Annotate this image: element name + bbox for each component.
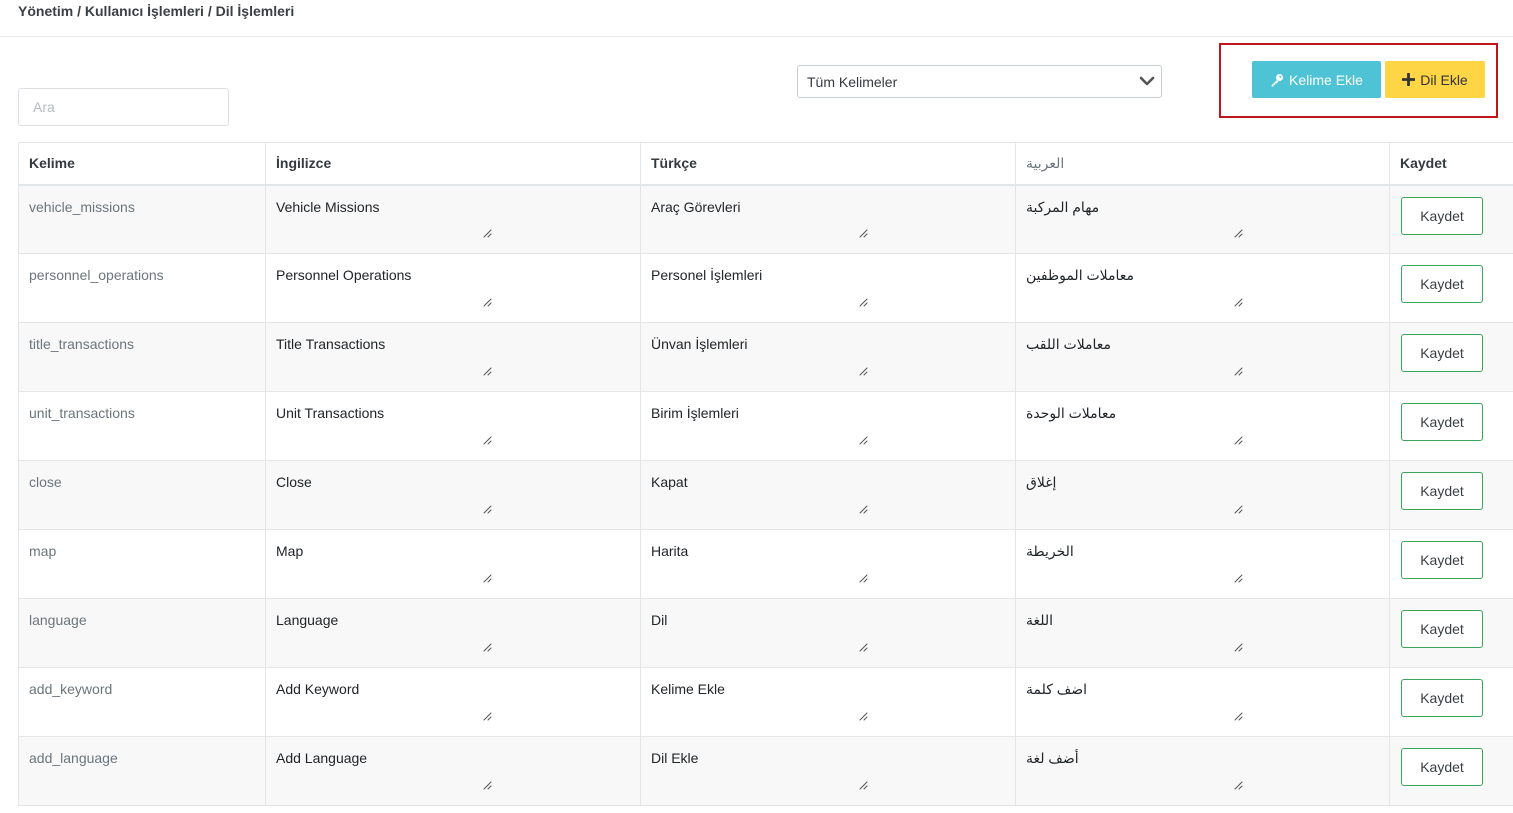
resize-handle-icon[interactable]	[1234, 643, 1243, 652]
arabic-value: معاملات اللقب	[1026, 336, 1112, 352]
resize-handle-icon[interactable]	[1234, 505, 1243, 514]
arabic-textarea[interactable]	[1016, 530, 1390, 599]
breadcrumb: Yönetim / Kullanıcı İşlemleri / Dil İşlemleri	[18, 3, 295, 19]
save-cell	[1390, 668, 1513, 737]
save-cell	[1390, 737, 1513, 806]
arabic-textarea[interactable]	[1016, 737, 1390, 806]
english-textarea[interactable]	[266, 599, 641, 668]
word-filter-select[interactable]	[797, 65, 1162, 98]
english-value: Map	[276, 543, 304, 559]
resize-handle-icon[interactable]	[483, 229, 492, 238]
resize-handle-icon[interactable]	[483, 298, 492, 307]
english-textarea[interactable]	[266, 668, 641, 737]
save-button[interactable]: Kaydet	[1401, 403, 1483, 441]
chevron-down-icon	[1139, 73, 1155, 89]
keyword-cell: vehicle_missions	[19, 185, 266, 254]
english-textarea[interactable]	[266, 323, 641, 392]
english-value: Language	[276, 612, 339, 628]
key-icon	[1270, 73, 1284, 87]
resize-handle-icon[interactable]	[483, 781, 492, 790]
keyword-cell: close	[19, 461, 266, 530]
table-row	[19, 323, 1513, 392]
resize-handle-icon[interactable]	[859, 712, 868, 721]
resize-handle-icon[interactable]	[859, 643, 868, 652]
keyword-cell: add_language	[19, 737, 266, 806]
turkish-value: Kelime Ekle	[651, 681, 725, 697]
table-row	[19, 254, 1513, 323]
english-value: Vehicle Missions	[276, 198, 380, 215]
turkish-textarea[interactable]	[641, 599, 1016, 668]
plus-icon	[1402, 73, 1415, 86]
resize-handle-icon[interactable]	[1234, 574, 1243, 583]
keyword-cell: title_transactions	[19, 323, 266, 392]
save-button[interactable]: Kaydet	[1401, 472, 1483, 510]
keyword-cell: add_keyword	[19, 668, 266, 737]
table-row	[19, 461, 1513, 530]
table-row	[19, 530, 1513, 599]
keyword-cell: language	[19, 599, 266, 668]
table-row	[19, 737, 1513, 806]
turkish-textarea[interactable]	[641, 185, 1016, 254]
turkish-value: Ünvan İşlemleri	[651, 336, 748, 352]
english-textarea[interactable]	[266, 185, 641, 254]
column-header-english: İngilizce	[266, 143, 641, 185]
keyword-cell: personnel_operations	[19, 254, 266, 323]
turkish-textarea[interactable]	[641, 530, 1016, 599]
resize-handle-icon[interactable]	[1234, 298, 1243, 307]
search-input[interactable]	[18, 88, 229, 126]
save-cell	[1390, 461, 1513, 530]
column-header-keyword: Kelime	[19, 143, 266, 185]
save-cell	[1390, 392, 1513, 461]
table-row	[19, 668, 1513, 737]
turkish-value: Dil	[651, 612, 668, 628]
save-button[interactable]: Kaydet	[1401, 748, 1483, 786]
header-divider	[0, 36, 1513, 37]
resize-handle-icon[interactable]	[483, 367, 492, 376]
save-button[interactable]: Kaydet	[1401, 197, 1483, 235]
arabic-textarea[interactable]	[1016, 461, 1390, 530]
resize-handle-icon[interactable]	[859, 436, 868, 445]
arabic-textarea[interactable]	[1016, 668, 1390, 737]
english-textarea[interactable]	[266, 737, 641, 806]
resize-handle-icon[interactable]	[483, 436, 492, 445]
save-cell	[1390, 530, 1513, 599]
add-keyword-label: Kelime Ekle	[1289, 71, 1363, 88]
save-cell	[1390, 254, 1513, 323]
resize-handle-icon[interactable]	[859, 574, 868, 583]
save-button[interactable]: Kaydet	[1401, 265, 1483, 303]
column-header-save: Kaydet	[1390, 143, 1513, 185]
column-header-arabic: العربية	[1016, 143, 1390, 185]
arabic-textarea[interactable]	[1016, 185, 1390, 254]
column-header-turkish: Türkçe	[641, 143, 1016, 185]
turkish-textarea[interactable]	[641, 737, 1016, 806]
resize-handle-icon[interactable]	[859, 781, 868, 790]
arabic-value: مهام المركبة	[1026, 198, 1100, 215]
arabic-textarea[interactable]	[1016, 323, 1390, 392]
add-keyword-button[interactable]	[1252, 61, 1381, 98]
table-row	[19, 599, 1513, 668]
turkish-textarea[interactable]	[641, 668, 1016, 737]
english-value: Add Language	[276, 750, 368, 766]
resize-handle-icon[interactable]	[1234, 229, 1243, 238]
turkish-value: Birim İşlemleri	[651, 405, 739, 421]
resize-handle-icon[interactable]	[859, 298, 868, 307]
resize-handle-icon[interactable]	[483, 643, 492, 652]
turkish-textarea[interactable]	[641, 323, 1016, 392]
add-language-button[interactable]	[1385, 61, 1485, 98]
english-textarea[interactable]	[266, 530, 641, 599]
resize-handle-icon[interactable]	[1234, 781, 1243, 790]
turkish-value: Personel İşlemleri	[651, 267, 763, 283]
save-cell	[1390, 599, 1513, 668]
keyword-cell: unit_transactions	[19, 392, 266, 461]
table-row	[19, 185, 1513, 254]
resize-handle-icon[interactable]	[859, 229, 868, 238]
resize-handle-icon[interactable]	[483, 712, 492, 721]
turkish-value: Kapat	[651, 474, 688, 490]
arabic-value: إغلاق	[1026, 474, 1057, 490]
resize-handle-icon[interactable]	[1234, 367, 1243, 376]
arabic-value: أضف لغة	[1026, 750, 1079, 766]
arabic-value: معاملات الموظفين	[1026, 267, 1135, 283]
turkish-textarea[interactable]	[641, 254, 1016, 323]
turkish-textarea[interactable]	[641, 392, 1016, 461]
english-value: Unit Transactions	[276, 405, 385, 421]
add-language-label: Dil Ekle	[1420, 71, 1468, 88]
english-value: Title Transactions	[276, 336, 386, 352]
save-cell	[1390, 323, 1513, 392]
save-button[interactable]: Kaydet	[1401, 541, 1483, 579]
resize-handle-icon[interactable]	[859, 505, 868, 514]
turkish-textarea[interactable]	[641, 461, 1016, 530]
resize-handle-icon[interactable]	[859, 367, 868, 376]
turkish-value: Dil Ekle	[651, 750, 699, 766]
save-cell	[1390, 185, 1513, 254]
table-row	[19, 392, 1513, 461]
english-textarea[interactable]	[266, 254, 641, 323]
resize-handle-icon[interactable]	[1234, 712, 1243, 721]
arabic-value: اللغة	[1026, 612, 1054, 628]
english-value: Add Keyword	[276, 681, 360, 697]
arabic-value: الخريطة	[1026, 543, 1074, 559]
word-filter-selected-value: Tüm Kelimeler	[807, 73, 898, 90]
turkish-value: Araç Görevleri	[651, 198, 741, 215]
table-header-row	[19, 143, 1513, 185]
translations-table	[18, 142, 1513, 806]
arabic-textarea[interactable]	[1016, 254, 1390, 323]
resize-handle-icon[interactable]	[483, 574, 492, 583]
english-value: Close	[276, 474, 312, 490]
english-value: Personnel Operations	[276, 267, 412, 283]
turkish-value: Harita	[651, 543, 689, 559]
english-textarea[interactable]	[266, 392, 641, 461]
arabic-value: معاملات الوحدة	[1026, 405, 1117, 421]
save-button[interactable]: Kaydet	[1401, 679, 1483, 717]
english-textarea[interactable]	[266, 461, 641, 530]
resize-handle-icon[interactable]	[483, 505, 492, 514]
save-button[interactable]: Kaydet	[1401, 334, 1483, 372]
arabic-textarea[interactable]	[1016, 392, 1390, 461]
resize-handle-icon[interactable]	[1234, 436, 1243, 445]
keyword-cell: map	[19, 530, 266, 599]
arabic-value: اضف كلمة	[1026, 681, 1088, 697]
save-button[interactable]: Kaydet	[1401, 610, 1483, 648]
arabic-textarea[interactable]	[1016, 599, 1390, 668]
